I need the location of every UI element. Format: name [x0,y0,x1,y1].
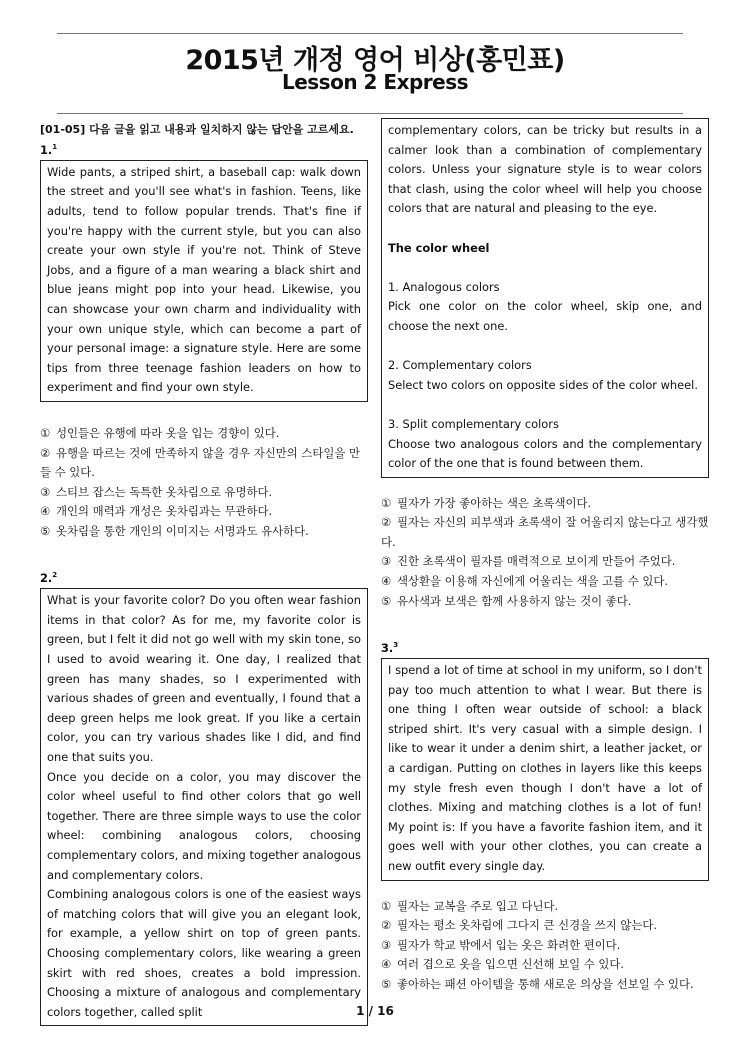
option-text: 유행을 따르는 것에 만족하지 않을 경우 자신만의 스타일을 만들 수 있다. [40,445,361,480]
question-3-number [381,637,709,656]
answer-option[interactable] [381,513,709,552]
footnote-marker: 1 [52,143,58,151]
answer-option[interactable] [381,897,709,917]
question-2-passage-box-left [40,588,368,1026]
question-3-passage-box [381,658,709,881]
footnote-marker: 2 [52,571,58,580]
document-subtitle: Lesson 2 Express [281,70,469,94]
question-1-passage: Wide pants, a striped shirt, a baseball cap: walk down the street and you'll see what's in fashion. Teens, like adults, tend to follow popular trends. That's fine if you're happy with the current style, but you can also create your own style if you're not. Think of Steve Jobs, and a figure of a man wearing a black shirt and blue jeans might pop into your head. Likewise, you can showcase your own charm and individuality with your own unique style, which can become a part of your personal image: a signature style. Here are some tips from three teenage fashion leaders on how to experiment and find your own style. [47,164,361,395]
option-number: ① [381,495,392,510]
page-number: 1 / 16 [356,1004,394,1018]
option-text: 옷차림을 통한 개인의 이미지는 서명과도 유사하다. [56,523,309,538]
color-wheel-item-title: 1. Analogous colors [388,279,500,294]
color-wheel-item-desc: Select two colors on opposite sides of the color wheel. [388,377,698,392]
option-number: ③ [381,937,392,952]
color-wheel-item-desc: Pick one color on the color wheel, skip one, and choose the next one. [388,299,702,333]
option-number: ⑤ [40,523,51,538]
option-number: ② [40,445,51,460]
top-rule [57,33,683,34]
answer-option[interactable] [381,975,709,995]
option-text: 유사색과 보색은 함께 사용하지 않는 것이 좋다. [397,593,632,608]
option-number: ③ [381,554,392,569]
answer-option[interactable] [381,592,709,612]
question-2-passage-box-right [381,118,709,478]
answer-option[interactable] [40,444,368,483]
color-wheel-item-desc: Choose two analogous colors and the complementary color of the one that is found between them. [388,436,702,471]
option-number: ④ [381,574,392,589]
question-number-label: 3. [381,641,394,656]
option-number: ④ [40,504,51,519]
left-column [40,120,368,1026]
color-wheel-heading: The color wheel [388,240,490,255]
option-text: 필자는 자신의 피부색과 초록색이 잘 어울리지 않는다고 생각했다. [381,515,709,549]
question-3-passage: I spend a lot of time at school in my uniform, so I don't pay too much attention to what I wear. But there is one thing I often wear outside of school: a black striped shirt. It's very casual with a simple design. I like to wear it under a denim shirt, a leather jacket, or a cardigan. Putting on clothes in layers like this keeps my style fresh even though I don't have a lot of clothes. Mixing and matching clothes is a lot of fun! My point is: If you have a favorite fashion item, and it goes well with your other clothes, you can create a new outfit every single day. [388,663,702,873]
question-number-label: 2. [40,571,53,586]
option-number: ① [40,425,51,440]
option-text: 성인들은 유행에 따라 옷을 입는 경향이 있다. [56,425,280,440]
option-text: 필자는 교복을 주로 입고 다닌다. [397,898,559,913]
instruction: [01-05] 다음 글을 읽고 내용과 일치하지 않는 답안을 고르세요. [40,123,354,136]
answer-option[interactable] [40,522,368,542]
option-number: ② [381,515,392,530]
footnote-marker: 3 [393,641,399,650]
answer-option[interactable] [40,483,368,503]
question-1-number [40,139,368,158]
question-number-label: 1. [40,142,53,157]
option-text: 진한 초록색이 필자를 매력적으로 보이게 만들어 주었다. [397,554,676,569]
question-2-passage-left: What is your favorite color? Do you often wear fashion items in that color? As for me, my favorite color is green, but I felt it did not go well with my skin tone, so I used to avoid wearing it. One day, I realized that green has many shades, so I experimented with various shades of green and eventually, I found that a deep green helps me look great. If you like a certain color, you can try various shades like I did, and find one that suits you. Once you decide on a color, you may discover the color wheel useful to find other colors that go well together. There are three simple ways to use the color wheel: combining analogous colors, choosing complementary colors, and mixing together analogous and complementary colors. Combining analogous colors is one of the easiest ways of matching colors that will give you an elegant look, for example, a yellow shirt on top of green pants. Choosing complementary colors, like wearing a green skirt with red shoes, creates a bold impression. Choosing a mixture of analogous and complementary colors together, called split [47,593,361,1019]
document-title: 2015년 개정 영어 비상(홍민표) [185,45,565,76]
option-text: 여러 겹으로 옷을 입으면 신선해 보일 수 있다. [397,957,625,972]
option-text: 스티브 잡스는 독특한 옷차림으로 유명하다. [56,484,273,499]
answer-option[interactable] [381,494,709,514]
option-number: ④ [381,957,392,972]
option-text: 필자가 가장 좋아하는 색은 초록색이다. [397,495,592,510]
answer-option[interactable] [381,572,709,592]
option-number: ② [381,918,392,933]
option-number: ③ [40,484,51,499]
color-wheel-list [388,258,702,474]
answer-option[interactable] [381,955,709,975]
color-wheel-item-title: 2. Complementary colors [388,358,532,373]
question-3-options [381,897,709,995]
option-text: 좋아하는 패션 아이템을 통해 새로운 의상을 선보일 수 있다. [397,976,694,991]
question-1-options [40,424,368,542]
answer-option[interactable] [381,552,709,572]
option-text: 개인의 매력과 개성은 옷차림과는 무관하다. [56,504,273,519]
right-column [381,118,709,995]
answer-option[interactable] [40,424,368,444]
option-number: ① [381,898,392,913]
question-2-passage-right: complementary colors, can be tricky but results in a calmer look than a combination of complementary colors. Unless your signature style is to wear colors that clash, using the color wheel will help you choose colors that are natural and pleasing to the eye. [388,123,702,216]
option-text: 필자가 학교 밖에서 입는 옷은 화려한 편이다. [397,937,621,952]
answer-option[interactable] [40,502,368,522]
option-text: 색상환을 이용해 자신에게 어울리는 색을 고를 수 있다. [397,574,669,589]
answer-option[interactable] [381,916,709,936]
title-rule [57,113,683,114]
color-wheel-item-title: 3. Split complementary colors [388,416,559,431]
option-number: ⑤ [381,976,392,991]
question-2-options [381,494,709,612]
question-1-passage-box [40,160,368,402]
option-text: 필자는 평소 옷차림에 그다지 큰 신경을 쓰지 않는다. [397,918,658,933]
option-number: ⑤ [381,593,392,608]
question-2-number [40,567,368,586]
answer-option[interactable] [381,936,709,956]
